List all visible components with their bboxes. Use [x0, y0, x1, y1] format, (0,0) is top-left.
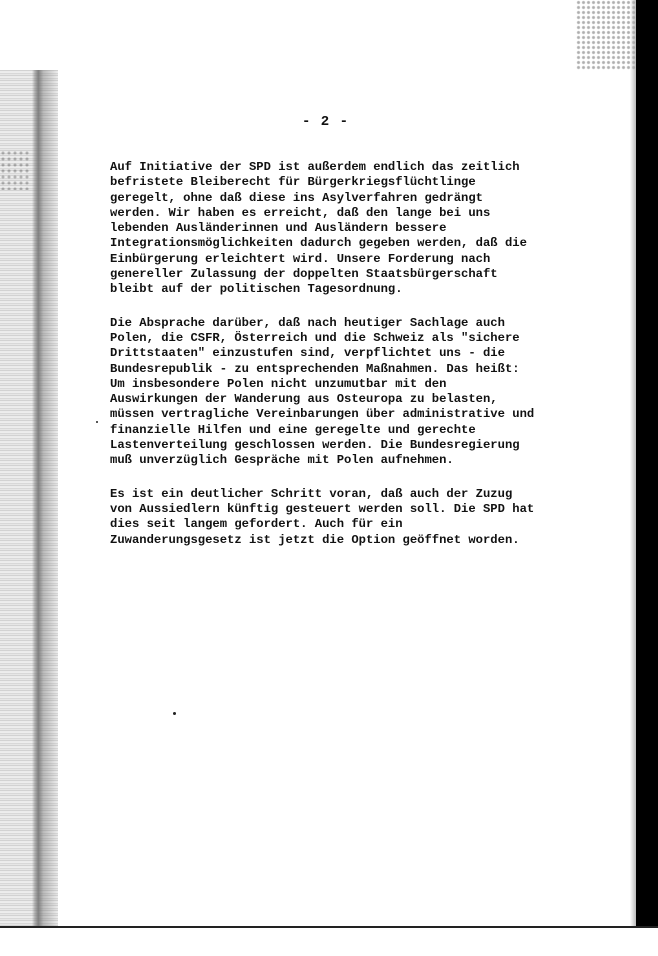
paragraph-1: Auf Initiative der SPD ist außerdem endlich das zeitlich befristete Bleiberecht für Bürgerkriegsflüchtlinge geregelt, ohne daß diese ins Asylverfahren gedrängt werden. Wir haben es erreicht, daß den lange bei uns lebenden Ausländerinnen und Ausländern bessere Integrationsmöglichkeiten dadurch gegeben werden, daß die Einbürgerung erleichtert wird. Unsere Forderung nach genereller Zulassung der doppelten Staatsbürgerschaft bleibt auf der politischen Tagesordnung.	[110, 160, 527, 297]
scan-noise	[0, 150, 30, 190]
document-body	[110, 160, 540, 566]
scan-edge-right	[636, 0, 658, 930]
paragraph-3: Es ist ein deutlicher Schritt voran, daß auch der Zuzug von Aussiedlern künftig gesteuert werden soll. Die SPD hat dies seit langem gefordert. Auch für ein Zuwanderungsgesetz ist jetzt die Option geöffnet worden.	[110, 486, 535, 547]
scan-dust-speck	[173, 712, 176, 715]
scan-corner-noise	[576, 0, 636, 70]
paragraph-2: Die Absprache darüber, daß nach heutiger Sachlage auch Polen, die CSFR, Österreich und die Schweiz als "sichere Drittstaaten" einzustufen sind, verpflichtet uns - die Bundesrepublik - zu entsprechenden Maßnahmen. Das heißt: Um insbesondere Polen nicht unzumutbar mit den Auswirkungen der Wanderung aus Osteuropa zu belasten, müssen vertragliche Vereinbarungen über administrative und finanzielle Hilfen und eine geregelte und gerechte Lastenverteilung geschlossen werden. Die Bundesregierung muß unverzüglich Gespräche mit Polen aufnehmen.	[110, 315, 535, 468]
scan-edge-bottom	[0, 926, 658, 956]
scan-edge-left	[0, 70, 58, 930]
page-number: - 2 -	[302, 114, 350, 130]
scan-dust-speck	[96, 421, 98, 423]
